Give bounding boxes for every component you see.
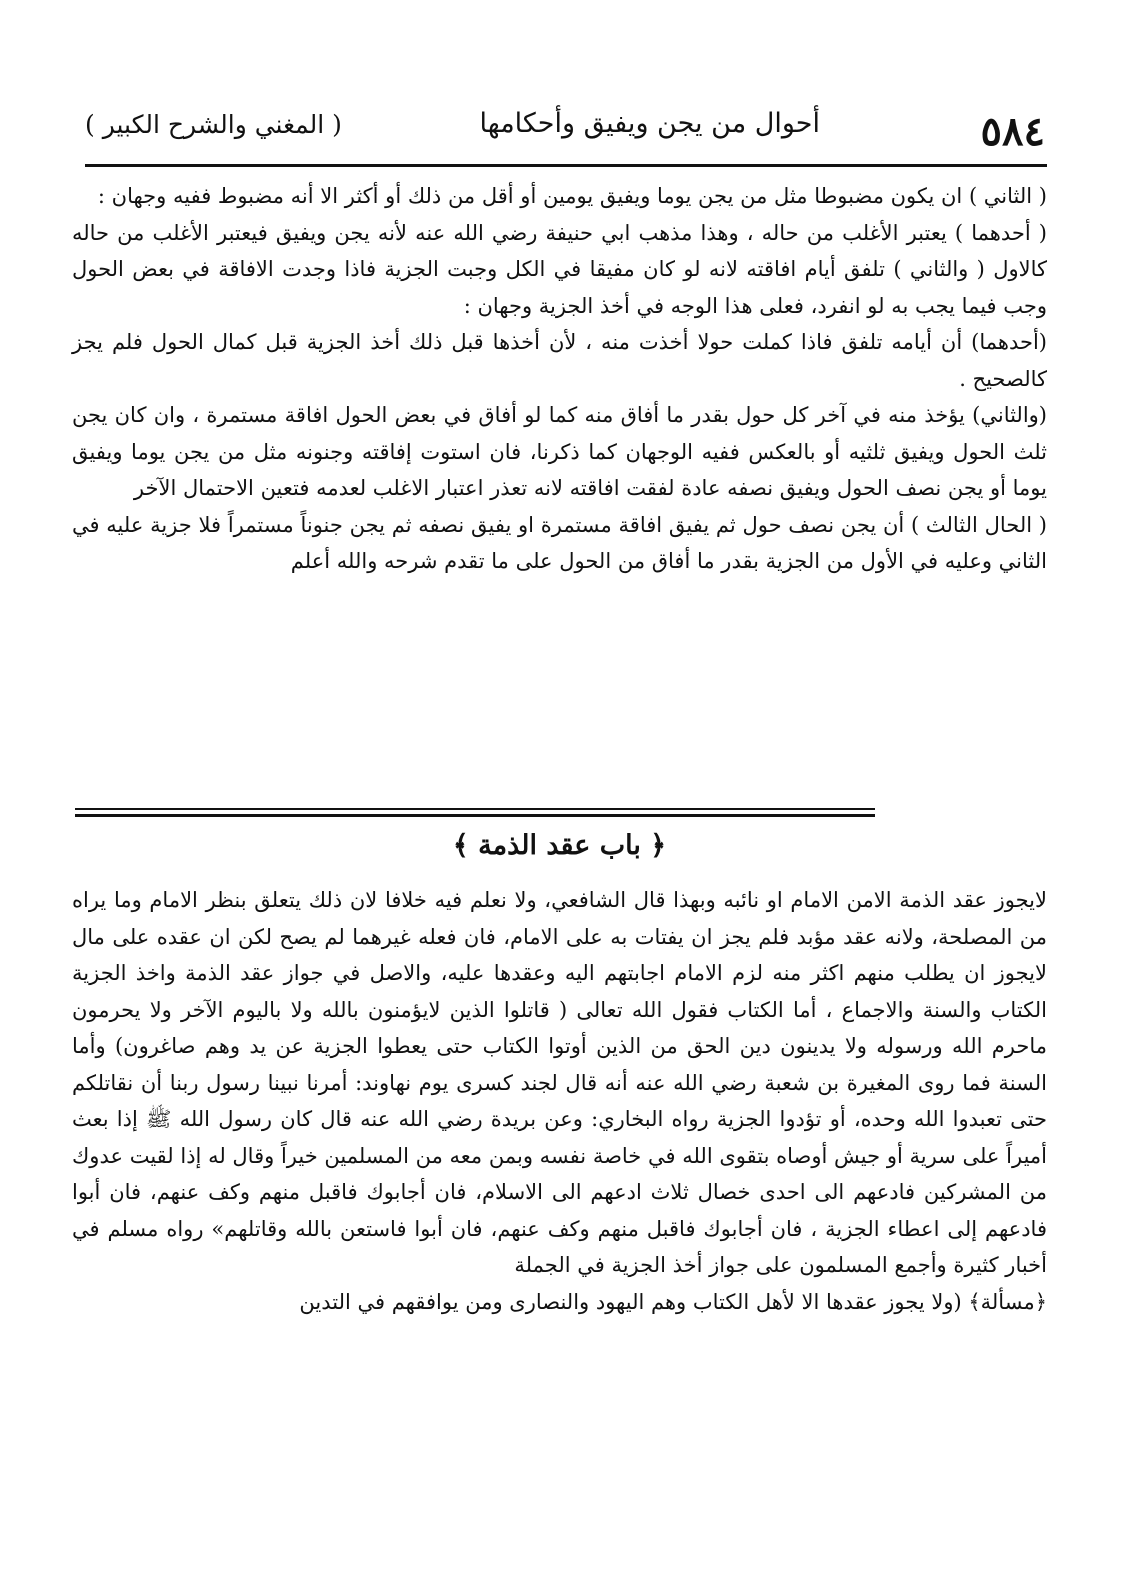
paragraph: ﴿مسألة﴾ (ولا يجوز عقدها الا لأهل الكتاب وهم اليهود والنصارى ومن يوافقهم في التدين bbox=[299, 1289, 1047, 1314]
paragraph: (أحدهما) أن أيامه تلفق فاذا كملت حولا أخذت منه ، لأن أخذها قبل ذلك أخذ الجزية قبل كمال الحول فلم يجز كالصحيح . bbox=[72, 330, 1047, 391]
text-block-2 bbox=[72, 882, 1047, 1320]
running-title: أحوال من يجن ويفيق وأحكامها bbox=[479, 108, 820, 139]
section-divider bbox=[75, 808, 875, 818]
header-rule bbox=[85, 164, 1047, 167]
book-title: ( المغني والشرح الكبير ) bbox=[85, 110, 342, 139]
paragraph: لايجوز عقد الذمة الامن الامام او نائبه وبهذا قال الشافعي، ولا نعلم فيه خلافا لان ذلك يتعلق بنظر الامام وما يراه من المصلحة، ولانه عقد مؤبد فلم يجز ان يفتات به على الامام، فان فعله غيرهما لم يصح لكن ان عقده على مال لايجوز ان يطلب منهم اكثر منه لزم الامام اجابتهم اليه وعقدها عليه، والاصل في جواز عقد الذمة واخذ الجزية الكتاب والسنة والاجماع ، أما الكتاب فقول الله تعالى ( قاتلوا الذين لايؤمنون بالله ولا باليوم الآخر ولا يحرمون ماحرم الله ورسوله ولا يدينون دين الحق من الذين أوتوا الكتاب حتى يعطوا الجزية عن يد وهم صاغرون) وأما السنة فما روى المغيرة بن شعبة رضي الله عنه أنه قال لجند كسرى يوم نهاوند: أمرنا نبينا رسول ربنا أن نقاتلكم حتى تعبدوا الله وحده، أو تؤدوا الجزية رواه البخاري: وعن بريدة رضي الله عنه قال كان رسول الله ﷺ إذا بعث أميراً على سرية أو جيش أوصاه بتقوى الله في خاصة نفسه وبمن معه من المسلمين خيراً وقال له إذا لقيت عدوك من المشركين فادعهم الى احدى خصال ثلاث ادعهم الى الاسلام، فان أجابوك فاقبل منهم وكف عنهم، فان أبوا فادعهم إلى اعطاء الجزية ، فان أجابوك فاقبل منهم وكف عنهم، فان أبوا فاستعن بالله وقاتلهم» رواه مسلم في أخبار كثيرة وأجمع المسلمون على جواز أخذ الجزية في الجملة bbox=[72, 888, 1047, 1277]
paragraph: ( أحدهما ) يعتبر الأغلب من حاله ، وهذا مذهب ابي حنيفة رضي الله عنه لأنه يجن ويفيق فيعتبر الأغلب من حاله كالاول ( والثاني ) تلفق أيام افاقته لانه لو كان مفيقا في الكل وجبت الجزية فاذا وجدت الافاقة في بعض الحول وجب فيما يجب به لو انفرد، فعلى هذا الوجه في أخذ الجزية وجهان : bbox=[72, 220, 1047, 318]
text-block-1 bbox=[72, 178, 1047, 580]
paragraph: (والثاني) يؤخذ منه في آخر كل حول بقدر ما أفاق منه كما لو أفاق في بعض الحول افاقة مستمرة ، وان كان يجن ثلث الحول ويفيق ثلثيه أو بالعكس ففيه الوجهان كما ذكرنا، فان استوت إفاقته وجنونه مثل من يجن يوما ويفيق يوما أو يجن نصف الحول ويفيق نصفه عادة لفقت افاقته لانه تعذر اعتبار الاغلب لعدمه فتعين الاحتمال الآخر bbox=[72, 403, 1047, 500]
page-header bbox=[85, 100, 1045, 160]
page-number: ٥٨٤ bbox=[980, 108, 1045, 155]
section-title: ﴿ باب عقد الذمة ﴾ bbox=[452, 830, 667, 861]
paragraph: ( الحال الثالث ) أن يجن نصف حول ثم يفيق افاقة مستمرة او يفيق نصفه ثم يجن جنوناً مستمراً فلا جزية عليه في الثاني وعليه في الأول من الجزية بقدر ما أفاق من الحول على ما تقدم شرحه والله أعلم bbox=[72, 512, 1047, 573]
paragraph: ( الثاني ) ان يكون مضبوطا مثل من يجن يوما ويفيق يومين أو أقل من ذلك أو أكثر الا أنه مضبوط ففيه وجهان : bbox=[97, 184, 1047, 208]
